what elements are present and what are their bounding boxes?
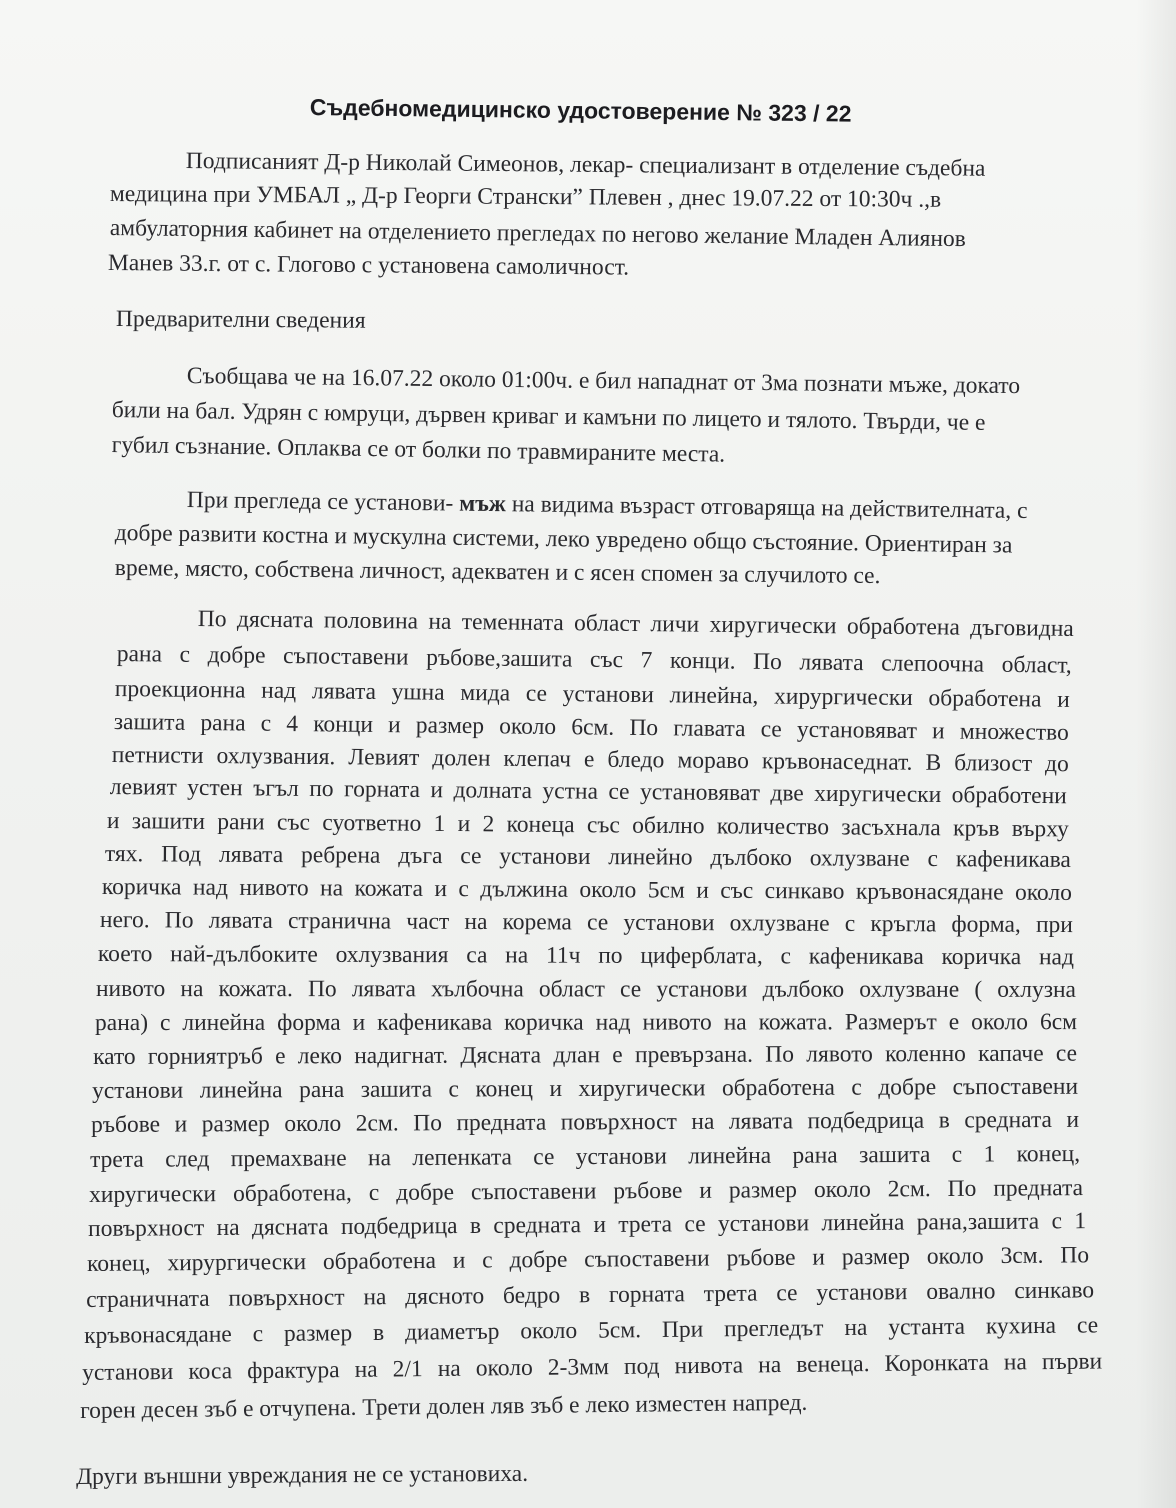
findings-line: рана) с линейна форма и кафеникава коричка над нивото на кожата. Размерът е около 6см [95, 1009, 1078, 1036]
page-shadow [1136, 0, 1176, 1508]
intro-line: амбулаторния кабинет на отделението прегледах по негово желание Младен Алиянов [109, 215, 967, 253]
findings-line: петнисти охлузвания. Левият долен клепач е бледо мораво кръвонаседнат. В близост до [111, 742, 1069, 778]
findings-line: нивото на кожата. По лявата хълбочна област се установи дълбоко охлузване ( охлузна [95, 976, 1076, 1003]
history-line: Съобщава че на 16.07.22 около 01:00ч. е бил нападнат от 3ма познати мъже, докато [186, 363, 1021, 400]
findings-line: повърхност на дясната подбедрица в средната и трета се установи линейна рана,зашита с 1 [88, 1208, 1087, 1242]
exam-text: на видима възраст отговаряща на действителната, с [505, 491, 1028, 525]
findings-line: като горниятръб е леко надигнат. Дясната длан е превързана. По лявото коленно капаче се [93, 1040, 1078, 1070]
findings-line: тях. Под лявата ребрена дъга се установи линейно дълбоко охлузване с кафеникава [104, 841, 1071, 873]
document-title: Съдебномедицинско удостоверение № 323 / 22 [309, 94, 852, 127]
findings-line: него. По лявата странична част на корема се установи охлузване с кръгла форма, при [99, 907, 1073, 939]
findings-line: ръбове и размер около 2см. По предната повърхност на лявата подбедрица в средната и [91, 1106, 1080, 1138]
intro-line: Подписаният Д-р Николай Симеонов, лекар- специализант в отделение съдебна [185, 148, 986, 182]
findings-line: установи линейна рана зашита с конец и хиругически обработена с добре съпоставени [92, 1073, 1079, 1104]
exam-bold-word: мъж [459, 490, 507, 518]
findings-line: конец, хирургически обработена и с добре съпоставени ръбове и размер около 3см. По [87, 1242, 1090, 1277]
findings-line: кръвонасядане с размер в диаметър около 5см. При прегледът на устанта кухина се [84, 1312, 1099, 1349]
findings-line: и зашити рани със суответно 1 и 2 конеца със обилно количество засъхнала кръв върху [106, 808, 1069, 843]
exam-line: добре развити костна и мускулна системи, леко увредено общо състояние. Ориентиран за [114, 520, 1013, 559]
findings-line: установи коса фрактура на 2/1 на около 2-3мм под нивота на венеца. Коронката на първи [82, 1348, 1103, 1386]
intro-line: Манев 33.г. от с. Глогово с установена самоличност. [107, 250, 630, 281]
findings-line: коричка над нивото на кожата и с дължина около 5см и със синкаво кръвонасядане около [101, 874, 1072, 906]
exam-line [187, 487, 1028, 525]
findings-line: трета след премахване на лепенката се установи линейна рана зашита с 1 конец, [90, 1140, 1081, 1173]
exam-text: При прегледа се установи- [186, 487, 460, 517]
intro-line: медицина при УМБАЛ „ Д-р Георги Странски” Плевен , днес 19.07.22 от 10:30ч .,в [109, 181, 942, 213]
findings-line: горен десен зъб е отчупена. Трети долен ляв зъб е леко изместен напред. [80, 1389, 808, 1424]
history-line: губил съзнание. Оплаква се от болки по травмираните места. [111, 432, 726, 468]
findings-line: което най-дълбоките охлузвания са на 11ч по циферблата, с кафеникава коричка над [97, 941, 1074, 971]
exam-line: време, място, собствена личност, адекватен и с ясен спомен за случилото се. [114, 555, 881, 590]
closing-line: Други външни увреждания не се установиха. [76, 1460, 529, 1490]
findings-line: По дясната половина на теменната област личи хиругически обработена дъговидна [197, 606, 1074, 642]
findings-line: страничната повърхност на дясното бедро в горната трета се установи овално синкаво [86, 1277, 1095, 1313]
findings-line: левият устен ъгъл по горната и долната устна се установяват две хиругически обработени [109, 774, 1067, 810]
findings-line: зашита рана с 4 конци и размер около 6см. По главата се установяват и множество [113, 709, 1069, 746]
history-line: били на бал. Удрян с юмруци, дървен криваг и камъни по лицето и тялото. Твърди, че е [111, 397, 986, 436]
findings-line: хиругически обработена, с добре съпоставени ръбове и размер около 2см. По предната [89, 1175, 1084, 1208]
section-heading: Предварителни сведения [115, 306, 366, 334]
findings-line: проекционна над лявата ушна мида се установи линейна, хирургически обработена и [114, 676, 1070, 713]
findings-line: рана с добре съпоставени ръбове,зашита със 7 конци. По лявата слепоочна област, [116, 641, 1072, 679]
